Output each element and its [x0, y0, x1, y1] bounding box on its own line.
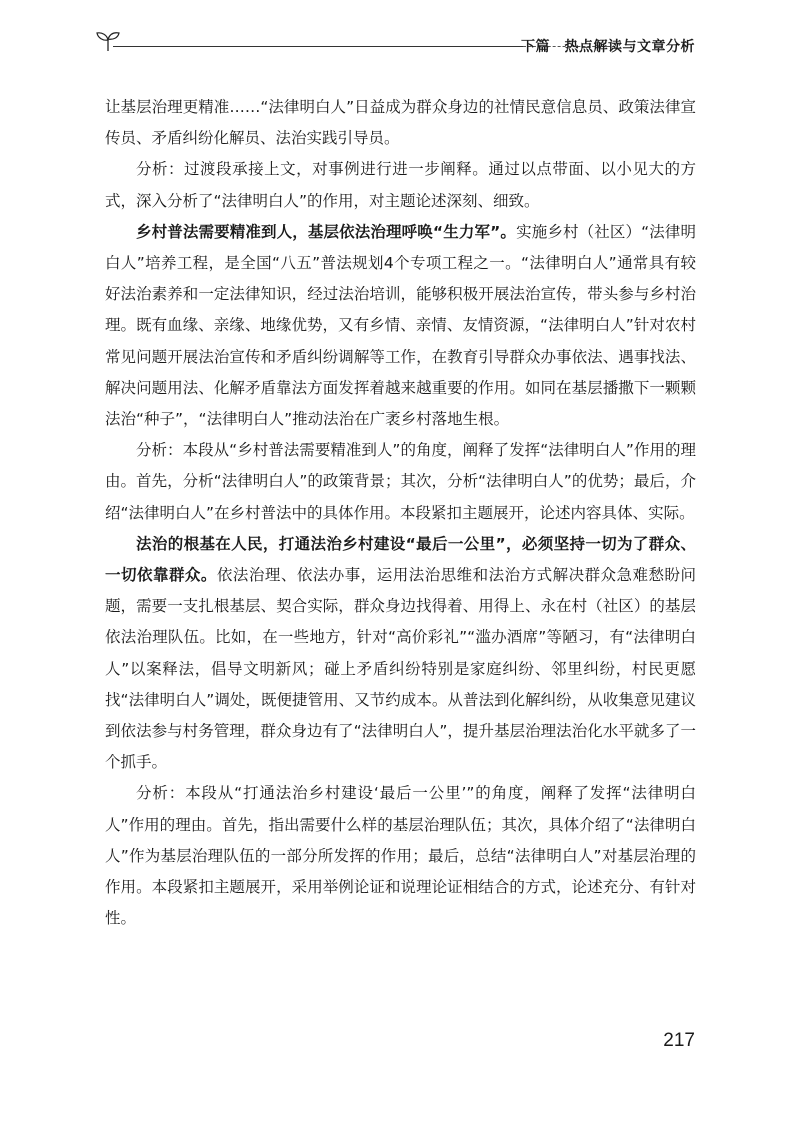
- paragraph-3: [105, 217, 696, 435]
- running-head-title: 下篇 热点解读与文章分析: [521, 39, 695, 55]
- paragraph-text: 分析：过渡段承接上文，对事例进行进一步阐释。通过以点带面、以小见大的方式，深入分析了“法律明白人”的作用，对主题论述深刻、细致。: [105, 160, 696, 210]
- paragraph-1: [105, 92, 696, 154]
- paragraph-5: [105, 529, 696, 779]
- paragraph-text: 实施乡村（社区）“法律明白人”培养工程，是全国“八五”普法规划4个专项工程之一。“法律明白人”通常具有较好法治素养和一定法律知识，经过法治培训，能够积极开展法治宣传，带头参与乡村治理。既有血缘、亲缘、地缘优势，又有乡情、亲情、友情资源，“法律明白人”针对农村常见问题开展法治宣传和矛盾纠纷调解等工作，在教育引导群众办事依法、遇事找法、解决问题用法、化解矛盾靠法方面发挥着越来越重要的作用。如同在基层播撒下一颗颗法治“种子”，“法律明白人”推动法治在广袤乡村落地生根。: [105, 222, 696, 429]
- analysis-paragraph-3: [105, 778, 696, 934]
- page-body: [105, 92, 696, 934]
- paragraph-text: 分析：本段从“打通法治乡村建设‘最后一公里’”的角度，阐释了发挥“法律明白人”作用的理由。首先，指出需要什么样的基层治理队伍；其次，具体介绍了“法律明白人”作为基层治理队伍的一部分所发挥的作用；最后，总结“法律明白人”对基层治理的作用。本段紧扣主题展开，采用举例论证和说理论证相结合的方式，论述充分、有针对性。: [105, 784, 696, 928]
- header-rule: [113, 46, 523, 47]
- analysis-paragraph-2: [105, 435, 696, 529]
- paragraph-lead-sentence: 法治的根基在人民，打通法治乡村建设“最后一公里”，必须坚持一切为了群众、一切依靠群众。: [105, 534, 696, 585]
- paragraph-text: 分析：本段从“乡村普法需要精准到人”的角度，阐释了发挥“法律明白人”作用的理由。首先，分析“法律明白人”的政策背景；其次，分析“法律明白人”的优势；最后，介绍“法律明白人”在乡村普法中的具体作用。本段紧扣主题展开，论述内容具体、实际。: [105, 441, 696, 522]
- paragraph-lead-sentence: 乡村普法需要精准到人，基层依法治理呼唤“生力军”。: [136, 222, 517, 241]
- paragraph-text: 让基层治理更精准……“法律明白人”日益成为群众身边的社情民意信息员、政策法律宣传员、矛盾纠纷化解员、法治实践引导员。: [105, 98, 696, 148]
- sprout-icon: [95, 30, 121, 52]
- page-number: 217: [663, 1030, 695, 1051]
- running-header: [95, 30, 695, 60]
- analysis-paragraph-1: [105, 154, 696, 216]
- paragraph-text: 依法治理、依法办事，运用法治思维和法治方式解决群众急难愁盼问题，需要一支扎根基层、契合实际，群众身边找得着、用得上、永在村（社区）的基层依法治理队伍。比如，在一些地方，针对“高价彩礼”“滥办酒席”等陋习，有“法律明白人”以案释法，倡导文明新风；碰上矛盾纠纷特别是家庭纠纷、邻里纠纷，村民更愿找“法律明白人”调处，既便捷管用、又节约成本。从普法到化解纠纷，从收集意见建议到依法参与村务管理，群众身边有了“法律明白人”，提升基层治理法治化水平就多了一个抓手。: [105, 566, 696, 772]
